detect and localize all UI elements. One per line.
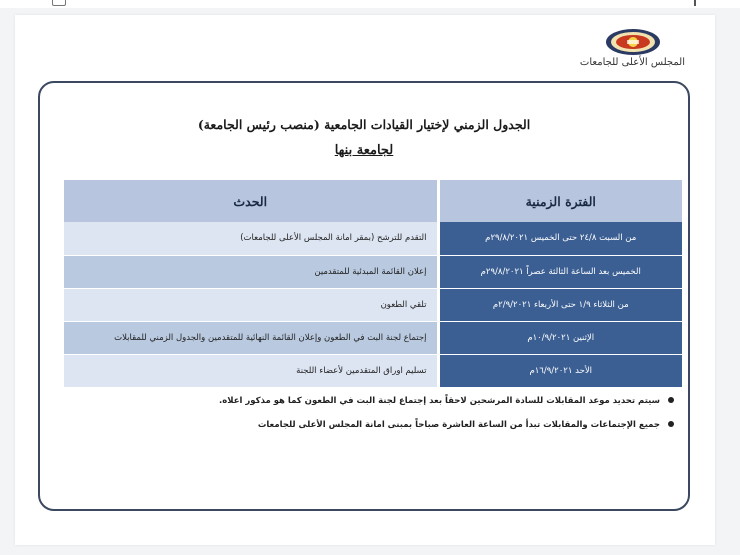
period-cell: من السبت ٢٤/٨ حتى الخميس ٢٩/٨/٢٠٢١م — [438, 222, 682, 255]
table-row — [64, 288, 682, 321]
note-item — [64, 420, 674, 430]
table-row — [64, 222, 682, 255]
bullet-icon — [668, 421, 674, 427]
notes-list — [64, 396, 674, 444]
university-name: لجامعة بنها — [334, 143, 394, 158]
document-title: الجدول الزمني لإختيار القيادات الجامعية (منصب رئيس الجامعة) — [197, 117, 531, 132]
document-subtitle — [40, 139, 688, 158]
note-text: سيتم تحديد موعد المقابلات للسادة المرشحين لاحقاً بعد إجتماع لجنة البت في الطعون كما هو مذكور اعلاه. — [219, 396, 660, 406]
cursor-mark-icon — [694, 0, 696, 6]
period-cell: الأحد ١٦/٩/٢٠٢١م — [438, 354, 682, 387]
header-event: الحدث — [64, 180, 438, 222]
event-cell: تلقي الطعون — [64, 288, 438, 321]
schedule-frame — [38, 81, 690, 511]
event-cell: إجتماع لجنة البت في الطعون وإعلان القائمة النهائية للمتقدمين والجدول الزمني للمقابلات — [64, 321, 438, 354]
table-row — [64, 354, 682, 387]
table-header-row — [64, 180, 682, 222]
tray-icon — [52, 0, 66, 6]
period-cell: الخميس بعد الساعة الثالثة عصراً ٢٩/٨/٢٠٢١م — [438, 255, 682, 288]
org-name: المجلس الأعلى للجامعات — [579, 57, 685, 68]
header-period: الفترة الزمنية — [438, 180, 682, 222]
event-cell: إعلان القائمة المبدئية للمتقدمين — [64, 255, 438, 288]
event-cell: تسليم اوراق المتقدمين لأعضاء اللجنة — [64, 354, 438, 387]
document-sheet — [15, 15, 715, 545]
note-item — [64, 396, 674, 406]
table-row — [64, 321, 682, 354]
table-row — [64, 255, 682, 288]
bullet-icon — [668, 397, 674, 403]
schedule-table — [64, 180, 682, 388]
event-cell: التقدم للترشح (بمقر امانة المجلس الأعلى للجامعات) — [64, 222, 438, 255]
note-text: جميع الإجتماعات والمقابلات تبدأ من الساعة العاشرة صباحاً بمبنى امانة المجلس الأعلى للجامعات — [257, 420, 660, 430]
top-bar — [0, 0, 740, 8]
period-cell: الإثنين ١٠/٩/٢٠٢١م — [438, 321, 682, 354]
egypt-supreme-council-logo-icon — [603, 27, 663, 57]
period-cell: من الثلاثاء ١/٩ حتى الأربعاء ٢/٩/٢٠٢١م — [438, 288, 682, 321]
